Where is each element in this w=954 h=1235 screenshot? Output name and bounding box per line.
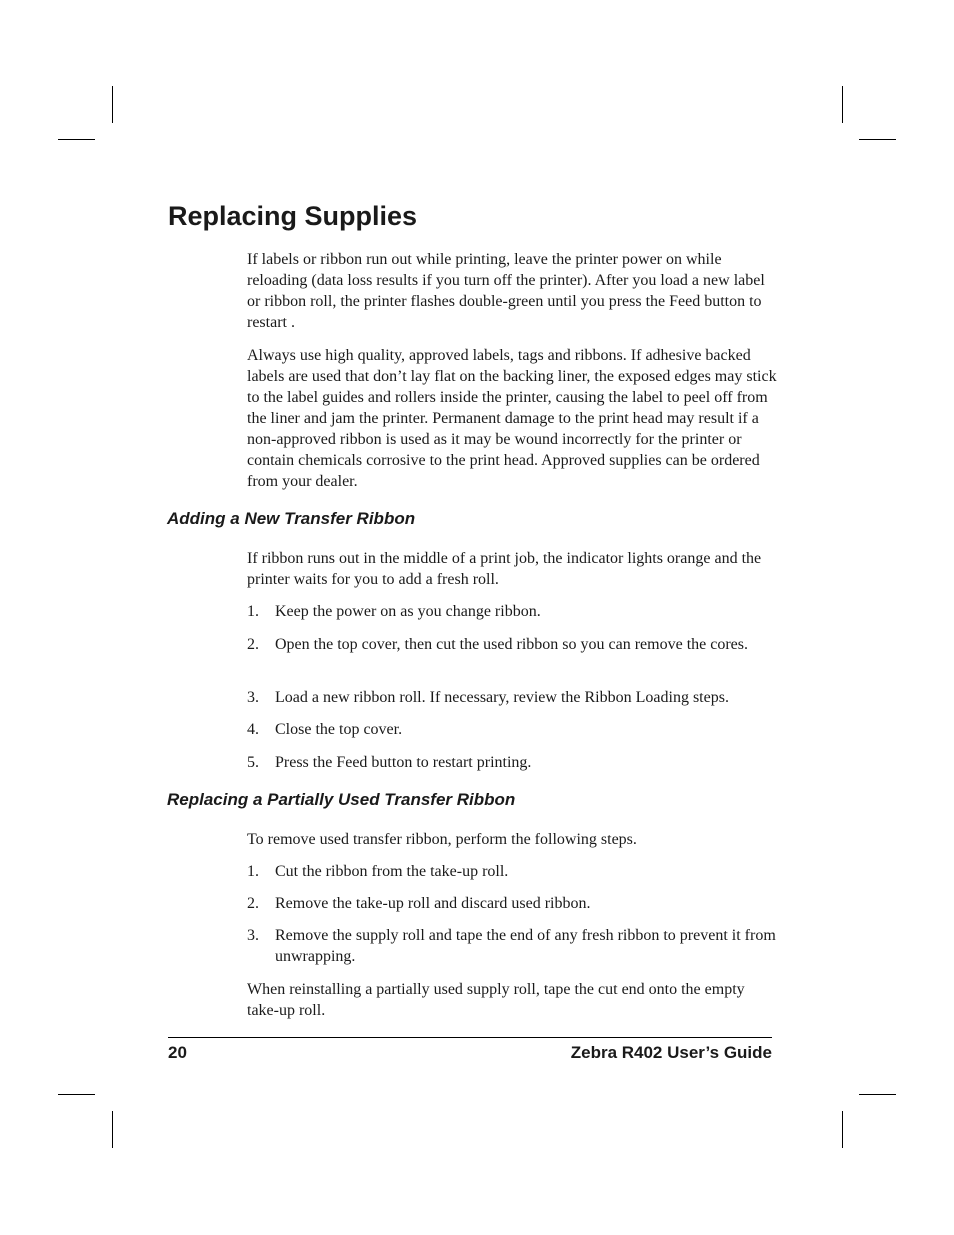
section-heading-adding-ribbon: Adding a New Transfer Ribbon [167,509,416,528]
section-heading-partially-used-ribbon: Replacing a Partially Used Transfer Ribbon [167,790,516,809]
list-item [247,752,777,773]
list-item [247,861,777,882]
list-item-number: 1. [247,603,259,620]
list-item-text: Remove the take-up roll and discard used ribbon. [275,895,591,912]
list-item [247,687,777,708]
section2-outro: When reinstalling a partially used supply roll, tape the cut end onto the empty take-up roll. [247,981,745,1019]
list-item-text: Open the top cover, then cut the used ribbon so you can remove the cores. [275,636,748,653]
crop-mark-bottom-left-horizontal [58,1094,95,1095]
list-item [247,601,777,622]
list-item [247,634,777,655]
list-item-number: 3. [247,927,259,944]
list-item-number: 2. [247,895,259,912]
intro-paragraph-1: If labels or ribbon run out while printing, leave the printer power on while reloading (data loss results if you turn off the printer). After you load a new label or ribbon roll, the printer flashes double-green until you press the Feed button to restart . [247,251,765,331]
crop-mark-top-right-horizontal [859,139,896,140]
crop-mark-top-right-vertical [842,86,843,123]
crop-mark-top-left-horizontal [58,139,95,140]
list-item-number: 2. [247,636,259,653]
footer-divider [168,1037,772,1038]
list-item [247,893,777,914]
list-item-text: Press the Feed button to restart printing. [275,754,532,771]
list-item-text: Cut the ribbon from the take-up roll. [275,863,509,880]
list-item [247,719,777,740]
list-item-number: 5. [247,754,259,771]
list-item-text: Remove the supply roll and tape the end of any fresh ribbon to prevent it from unwrapping. [275,927,776,965]
section2-intro: To remove used transfer ribbon, perform the following steps. [247,831,637,848]
list-item-number: 3. [247,689,259,706]
page-title: Replacing Supplies [168,201,418,231]
crop-mark-bottom-right-horizontal [859,1094,896,1095]
crop-mark-top-left-vertical [112,86,113,123]
list-item-number: 1. [247,863,259,880]
crop-mark-bottom-right-vertical [842,1111,843,1148]
crop-mark-bottom-left-vertical [112,1111,113,1148]
intro-paragraph-2: Always use high quality, approved labels, tags and ribbons. If adhesive backed labels are used that don’t lay flat on the backing liner, the exposed edges may stick to the label guides and rollers inside the printer, causing the label to peel off from the liner and jam the printer. Permanent damage to the print head may result if a non-approved ribbon is used as it may be wound incorrectly for the printer or contain chemicals corrosive to the print head. Approved supplies can be ordered from your dealer. [247,347,777,490]
list-item-text: Load a new ribbon roll. If necessary, review the Ribbon Loading steps. [275,689,729,706]
page-number: 20 [168,1043,187,1062]
section1-intro: If ribbon runs out in the middle of a print job, the indicator lights orange and the printer waits for you to add a fresh roll. [247,550,762,588]
list-item-text: Keep the power on as you change ribbon. [275,603,541,620]
guide-title: Zebra R402 User’s Guide [570,1043,772,1062]
list-item [247,925,777,967]
list-item-text: Close the top cover. [275,721,403,738]
list-item-number: 4. [247,721,259,738]
